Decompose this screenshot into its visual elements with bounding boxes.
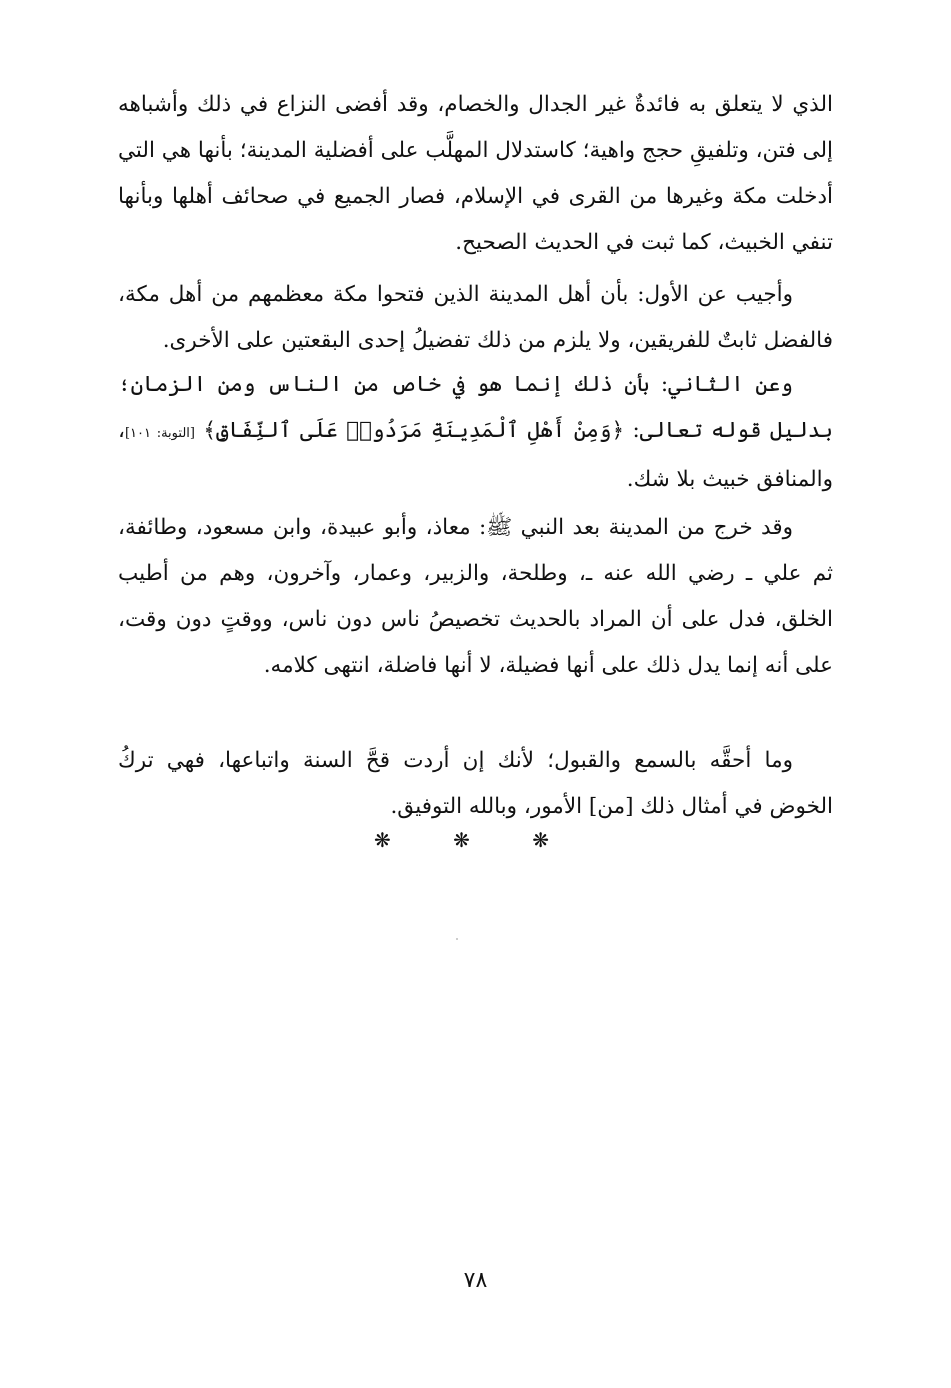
verse-reference: [التوبة: ١٠١] <box>124 426 195 441</box>
paragraph-3-outro: ، والمنافق خبيث بلا شك. <box>118 418 833 492</box>
page-text-4 <box>118 505 833 689</box>
page-number: ٧٨ <box>463 1268 488 1293</box>
page-text-2 <box>118 272 833 364</box>
paragraph-1: الذي لا يتعلق به فائدةٌ غير الجدال والخصام، وقد أفضى النزاع في ذلك وأشباهه إلى فتن، وتلفيقِ حجج واهية؛ كاستدلال المهلَّب على أفضلية المدينة؛ بأنها هي التي أدخلت مكة وغيرها من القرى في الإسلام، فصار الجميع في صحائف أهلها وبأنها تنفي الخبيث، كما ثبت في الحديث الصحيح. <box>118 92 833 255</box>
paragraph-2: وأجيب عن الأول: بأن أهل المدينة الذين فتحوا مكة معظمهم من أهل مكة، فالفضل ثابتٌ للفريقين، ولا يلزم من ذلك تفضيلُ إحدى البقعتين على الأخرى. <box>118 282 833 353</box>
paragraph-5: وما أحقَّه بالسمع والقبول؛ لأنك إن أردت قحَّ السنة واتباعها، فهي تركُ الخوض في أمثال ذلك [من] الأمور، وبالله التوفيق. <box>118 748 833 819</box>
quran-verse: ﴿وَمِنْ أَهْلِ ٱلْمَدِينَةِ مَرَدُوا۟ عَلَى ٱلنِّفَاقِ﴾ <box>203 418 625 443</box>
page-text-5 <box>118 738 833 830</box>
paragraph-3-intro: وعن الثاني: بأن ذلك إنما هو في خاص من الناس ومن الزمان؛ بدليل قوله تعالى: <box>118 372 833 443</box>
scan-speck <box>456 938 458 940</box>
paragraph-4: وقد خرج من المدينة بعد النبي ﷺ: معاذ، وأبو عبيدة، وابن مسعود، وطائفة، ثم علي ـ رضي الله عنه ـ، وطلحة، والزبير، وعمار، وآخرون، وهم من أطيب الخلق، فدل على أن المراد بالحديث تخصيصُ ناس دون ناس، ووقتٍ دون وقت، على أنه إنما يدل ذلك على أنها فضيلة، لا أنها فاضلة، انتهى كلامه. <box>118 515 833 678</box>
section-separator: ❋ ❋ ❋ <box>374 828 577 852</box>
paragraph-3 <box>118 362 833 503</box>
page-text <box>118 82 833 266</box>
page-text-3 <box>118 362 833 503</box>
